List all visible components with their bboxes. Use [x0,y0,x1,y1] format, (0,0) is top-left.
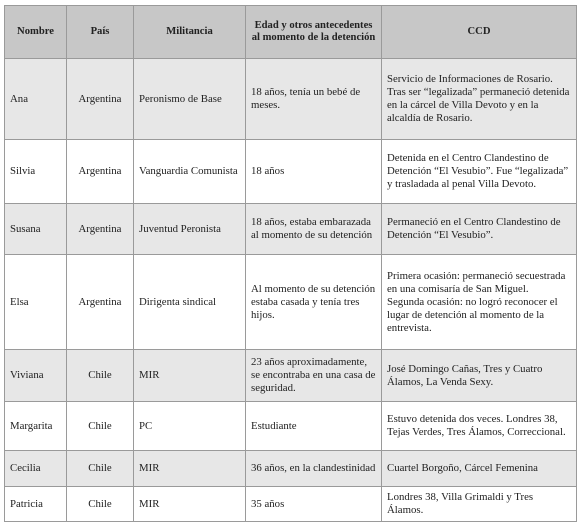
cell-nombre: Ana [5,59,67,140]
cell-militancia: Vanguardia Comunista [134,140,246,204]
cell-edad: Al momento de su detención estaba casada y tenía tres hijos. [246,255,382,350]
cell-ccd: José Domingo Cañas, Tres y Cuatro Álamos, La Venda Sexy. [382,350,577,402]
cell-ccd: Cuartel Borgoño, Cárcel Femenina [382,451,577,487]
table-row [5,402,577,451]
cell-edad: 23 años aproximadamente, se encontraba en una casa de seguridad. [246,350,382,402]
cell-pais: Chile [67,451,134,487]
header-edad: Edad y otros antecedentes al momento de la detención [246,6,382,59]
cell-pais: Chile [67,350,134,402]
cell-nombre: Elsa [5,255,67,350]
cell-militancia: MIR [134,487,246,522]
cell-militancia: Dirigenta sindical [134,255,246,350]
cell-militancia: Juventud Peronista [134,204,246,255]
table-row [5,204,577,255]
cell-edad: 18 años [246,140,382,204]
detention-table [4,5,577,522]
cell-pais: Argentina [67,59,134,140]
header-pais: País [67,6,134,59]
cell-nombre: Margarita [5,402,67,451]
cell-militancia: Peronismo de Base [134,59,246,140]
cell-pais: Argentina [67,255,134,350]
table-row [5,255,577,350]
cell-nombre: Silvia [5,140,67,204]
cell-nombre: Patricia [5,487,67,522]
header-nombre: Nombre [5,6,67,59]
cell-edad: 18 años, tenía un bebé de meses. [246,59,382,140]
header-row [5,6,577,59]
cell-edad: 18 años, estaba embarazada al momento de su detención [246,204,382,255]
cell-pais: Chile [67,402,134,451]
cell-pais: Argentina [67,204,134,255]
cell-ccd: Servicio de Informaciones de Rosario. Tras ser “legalizada” permaneció detenida en la cárcel de Villa Devoto y en la alcaldía de Rosario. [382,59,577,140]
cell-pais: Argentina [67,140,134,204]
cell-edad: Estudiante [246,402,382,451]
cell-edad: 36 años, en la clandestinidad [246,451,382,487]
table-row [5,487,577,522]
cell-pais: Chile [67,487,134,522]
cell-edad: 35 años [246,487,382,522]
table-row [5,140,577,204]
cell-ccd: Londres 38, Villa Grimaldi y Tres Álamos. [382,487,577,522]
header-ccd: CCD [382,6,577,59]
cell-nombre: Viviana [5,350,67,402]
cell-ccd: Permaneció en el Centro Clandestino de Detención “El Vesubio”. [382,204,577,255]
header-militancia: Militancia [134,6,246,59]
cell-ccd: Primera ocasión: permaneció secuestrada en una comisaría de San Miguel. Segunda ocasión: no logró reconocer el lugar de detención al momento de la entrevista. [382,255,577,350]
cell-nombre: Cecilia [5,451,67,487]
cell-ccd: Detenida en el Centro Clandestino de Detención “El Vesubio”. Fue “legalizada” y trasladada al penal Villa Devoto. [382,140,577,204]
table-row [5,451,577,487]
cell-militancia: PC [134,402,246,451]
cell-militancia: MIR [134,451,246,487]
cell-militancia: MIR [134,350,246,402]
table-row [5,350,577,402]
cell-nombre: Susana [5,204,67,255]
table-row [5,59,577,140]
cell-ccd: Estuvo detenida dos veces. Londres 38, Tejas Verdes, Tres Álamos, Correccional. [382,402,577,451]
